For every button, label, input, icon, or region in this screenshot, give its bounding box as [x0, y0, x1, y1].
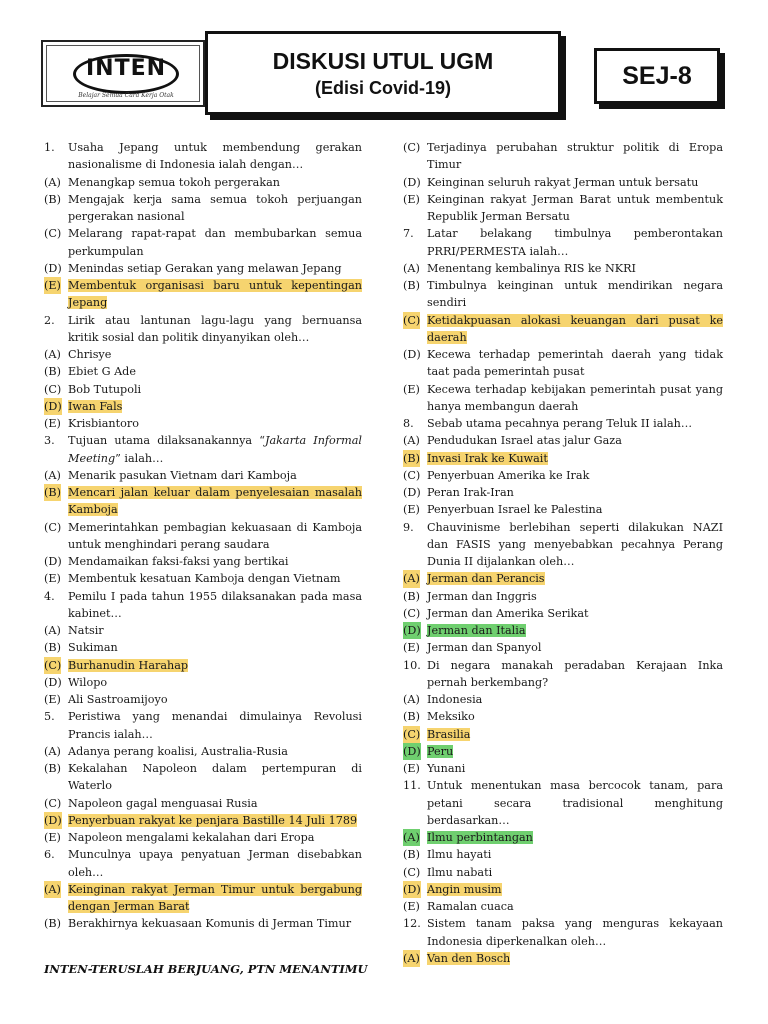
option-label: (E): [44, 831, 61, 844]
options-list: [403, 829, 723, 915]
answer-option: [44, 639, 362, 656]
question-stem-row: [44, 312, 362, 347]
question-stem: Sebab utama pecahnya perang Teluk II ialah…: [427, 417, 693, 430]
answer-option: [44, 277, 362, 312]
question-stem: Lirik atau lantunan lagu-lagu yang bernuansa kritik sosial dan politik dinyanyikan oleh…: [68, 313, 362, 344]
option-label: (A): [403, 950, 420, 967]
answer-option: [403, 484, 723, 501]
option-text: Pendudukan Israel atas jalur Gaza: [427, 434, 622, 448]
answer-option: [403, 277, 723, 312]
answer-option: [403, 501, 723, 518]
option-text: Ilmu hayati: [427, 848, 492, 862]
option-label: (A): [44, 744, 61, 758]
answer-option: [403, 726, 723, 743]
option-text: Iwan Fals: [68, 399, 123, 413]
option-text: Menindas setiap Gerakan yang melawan Jepang: [68, 261, 342, 275]
answer-option: [403, 743, 723, 760]
option-label: (C): [403, 141, 421, 154]
option-text: Invasi Irak ke Kuwait: [427, 451, 548, 465]
question-item: [44, 708, 362, 846]
option-label: (B): [403, 710, 420, 724]
logo-text: INTEN: [85, 56, 167, 81]
question-item: [44, 139, 362, 312]
option-text: Ali Sastroamijoyo: [68, 693, 168, 706]
option-label: (A): [403, 434, 420, 448]
page-subtitle: (Edisi Covid-19): [314, 78, 452, 98]
option-label: (A): [44, 175, 61, 189]
answer-option: [44, 519, 362, 554]
option-text: Penyerbuan Amerika ke Irak: [427, 468, 590, 482]
option-label: (A): [44, 468, 61, 482]
options-list: [44, 174, 362, 312]
option-text: Adanya perang koalisi, Australia-Rusia: [68, 744, 288, 758]
option-text: Menarik pasukan Vietnam dari Kamboja: [68, 468, 297, 482]
options-list: [403, 691, 723, 777]
option-label: (E): [403, 641, 420, 655]
option-label: (E): [403, 762, 420, 775]
subject-code: SEJ-8: [622, 62, 692, 90]
answer-option: [44, 260, 362, 277]
option-text: Natsir: [68, 624, 104, 637]
question-stem-row: [44, 432, 362, 467]
option-text: Yunani: [427, 762, 466, 775]
answer-option: [44, 795, 362, 812]
answer-option: [403, 829, 723, 846]
options-list: [403, 260, 723, 415]
question-number: 4.: [44, 589, 55, 603]
question-number: 1.: [44, 141, 55, 154]
option-text: Ketidakpuasan alokasi keuangan dari pusat ke daerah: [427, 313, 723, 344]
italic-term: Jakarta Informal Meeting: [68, 434, 362, 465]
question-stem: Peristiwa yang menandai dimulainya Revolusi Prancis ialah…: [68, 710, 362, 741]
answer-option: [403, 898, 723, 915]
answer-option: [44, 398, 362, 415]
option-text: Brasilia: [427, 727, 471, 741]
answer-option: [44, 381, 362, 398]
answer-option: [403, 260, 723, 277]
answer-option: [44, 691, 362, 708]
question-stem-row: [44, 588, 362, 623]
subject-code-box: [594, 48, 720, 104]
answer-option: [44, 829, 362, 846]
question-number: 7.: [403, 227, 414, 241]
option-text: Menangkap semua tokoh pergerakan: [68, 175, 280, 189]
option-label: (E): [403, 503, 420, 517]
option-text: Penyerbuan Israel ke Palestina: [427, 503, 603, 517]
option-label: (D): [403, 881, 421, 898]
answer-option: [403, 191, 723, 226]
answer-option: [44, 467, 362, 484]
answer-option: [44, 363, 362, 380]
answer-option: [44, 760, 362, 795]
answer-option: [403, 691, 723, 708]
option-text: Timbulnya keinginan untuk mendirikan negara sendiri: [427, 279, 723, 310]
question-item: [403, 415, 723, 519]
answer-option: [44, 174, 362, 191]
question-stem: Chauvinisme berlebihan seperti dilakukan NAZI dan FASIS yang menyebabkan pecahnya Perang Dunia II dijalankan oleh…: [427, 520, 723, 568]
option-text: Mencari jalan keluar dalam penyelesaian masalah Kamboja: [68, 486, 362, 517]
option-label: (C): [403, 468, 421, 482]
options-list: [403, 950, 723, 967]
option-label: (B): [44, 484, 61, 501]
option-text: Peru: [427, 744, 454, 758]
option-label: (E): [44, 693, 61, 706]
answer-option: [44, 657, 362, 674]
logo: [41, 40, 205, 107]
option-text: Jerman dan Italia: [427, 624, 526, 637]
options-list: [44, 622, 362, 708]
question-stem: Pemilu I pada tahun 1955 dilaksanakan pada masa kabinet…: [68, 589, 362, 620]
option-label: (D): [44, 675, 62, 689]
option-text: Peran Irak-Iran: [427, 486, 514, 499]
option-label: (C): [44, 227, 62, 241]
question-stem-row: [403, 915, 723, 950]
answer-option: [44, 812, 362, 829]
question-number: 8.: [403, 417, 414, 430]
option-label: (C): [403, 865, 421, 879]
answer-option: [44, 346, 362, 363]
question-number: 9.: [403, 520, 414, 534]
option-text: Jerman dan Perancis: [427, 572, 545, 586]
option-text: Jerman dan Spanyol: [427, 641, 542, 655]
question-item: [44, 432, 362, 587]
logo-tagline: Belajar Semua Cara Kerja Otak: [78, 92, 174, 99]
option-label: (D): [403, 622, 421, 639]
answer-option: [403, 622, 723, 639]
answer-option: [403, 760, 723, 777]
option-text: Jerman dan Inggris: [427, 589, 537, 603]
option-label: (C): [44, 796, 62, 810]
answer-option: [403, 174, 723, 191]
option-text: Bob Tutupoli: [68, 382, 142, 396]
option-label: (C): [403, 312, 420, 329]
option-label: (D): [403, 486, 421, 499]
answer-option: [403, 570, 723, 587]
option-text: Berakhirnya kekuasaan Komunis di Jerman Timur: [68, 917, 352, 931]
answer-option: [403, 846, 723, 863]
option-text: Membentuk organisasi baru untuk kepentingan Jepang: [68, 279, 362, 310]
option-label: (C): [44, 520, 62, 534]
right-column: [403, 139, 723, 967]
option-text: Ramalan cuaca: [427, 900, 514, 913]
answer-option: [44, 225, 362, 260]
option-text: Mengajak kerja sama semua tokoh perjuangan pergerakan nasional: [68, 192, 362, 223]
question-stem-row: [403, 657, 723, 692]
option-text: Napoleon gagal menguasai Rusia: [68, 796, 258, 810]
answer-option: [44, 415, 362, 432]
continued-options: [403, 139, 723, 225]
option-label: (E): [44, 572, 61, 586]
option-label: (B): [403, 450, 420, 467]
option-label: (E): [403, 192, 420, 206]
answer-option: [44, 191, 362, 226]
option-label: (E): [403, 382, 420, 396]
answer-option: [44, 553, 362, 570]
answer-option: [44, 915, 362, 932]
answer-option: [44, 484, 362, 519]
answer-option: [403, 432, 723, 449]
answer-option: [403, 881, 723, 898]
question-stem: Sistem tanam paksa yang menguras kekayaan Indonesia diperkenalkan oleh…: [427, 917, 723, 948]
option-text: Kecewa terhadap kebijakan pemerintah pusat yang hanya membangun daerah: [427, 382, 723, 413]
option-label: (E): [403, 900, 420, 913]
answer-option: [403, 139, 723, 174]
option-text: Terjadinya perubahan struktur politik di Eropa Timur: [427, 141, 723, 172]
question-number: 12.: [403, 917, 421, 931]
option-text: Indonesia: [427, 693, 483, 706]
option-label: (C): [403, 726, 420, 743]
option-label: (E): [44, 277, 61, 294]
answer-option: [403, 346, 723, 381]
option-label: (B): [403, 848, 420, 862]
option-label: (D): [403, 175, 421, 189]
footer-slogan: INTEN-TERUSLAH BERJUANG, PTN MENANTIMU: [44, 962, 368, 976]
option-label: (B): [44, 641, 61, 655]
question-stem-row: [403, 225, 723, 260]
question-stem-row: [403, 415, 723, 432]
question-stem: Munculnya upaya penyatuan Jerman disebabkan oleh…: [68, 848, 362, 879]
option-label: (A): [403, 261, 420, 275]
option-text: Krisbiantoro: [68, 417, 139, 430]
options-list: [44, 881, 362, 933]
answer-option: [403, 605, 723, 622]
option-text: Ebiet G Ade: [68, 365, 136, 379]
option-label: (D): [44, 812, 62, 829]
option-label: (C): [403, 606, 421, 620]
question-item: [403, 519, 723, 657]
option-label: (D): [44, 261, 62, 275]
question-item: [403, 225, 723, 415]
question-stem-row: [403, 777, 723, 829]
option-text: Meksiko: [427, 710, 475, 724]
title-box: [205, 31, 561, 115]
option-text: Napoleon mengalami kekalahan dari Eropa: [68, 831, 315, 844]
options-list: [44, 743, 362, 847]
answer-option: [403, 381, 723, 416]
answer-option: [44, 743, 362, 760]
option-label: (D): [403, 348, 421, 361]
answer-option: [44, 674, 362, 691]
option-label: (C): [44, 382, 62, 396]
option-label: (B): [403, 279, 420, 292]
option-label: (C): [44, 657, 61, 674]
logo-frame: [46, 45, 200, 102]
answer-option: [403, 588, 723, 605]
option-label: (A): [403, 829, 420, 846]
question-item: [44, 312, 362, 433]
option-label: (B): [44, 365, 61, 379]
page-title: DISKUSI UTUL UGM: [272, 48, 494, 74]
option-label: (B): [44, 762, 61, 775]
option-text: Kecewa terhadap pemerintah daerah yang tidak taat pada pemerintah pusat: [427, 348, 723, 379]
option-text: Chrisye: [68, 348, 112, 361]
option-label: (B): [44, 192, 61, 206]
question-stem-row: [403, 519, 723, 571]
options-list: [44, 346, 362, 432]
option-label: (E): [44, 417, 61, 430]
option-label: (A): [44, 624, 61, 637]
question-stem: Di negara manakah peradaban Kerajaan Inka pernah berkembang?: [427, 658, 723, 689]
answer-option: [403, 312, 723, 347]
option-label: (A): [44, 348, 61, 361]
options-list: [44, 467, 362, 588]
question-stem: Untuk menentukan masa bercocok tanam, para petani secara tradisional menghitung berdasarkan…: [427, 779, 723, 827]
option-text: Memerintahkan pembagian kekuasaan di Kamboja untuk menghindari perang saudara: [68, 520, 362, 551]
option-text: Wilopo: [68, 675, 108, 689]
question-stem-row: [44, 708, 362, 743]
question-stem: Latar belakang timbulnya pemberontakan PRRI/PERMESTA ialah…: [427, 227, 723, 258]
question-stem: Tujuan utama dilaksanakannya “Jakarta Informal Meeting” ialah…: [68, 434, 362, 465]
question-item: [403, 915, 723, 967]
question-number: 10.: [403, 658, 421, 672]
option-text: Jerman dan Amerika Serikat: [427, 606, 589, 620]
question-item: [44, 846, 362, 932]
option-text: Melarang rapat-rapat dan membubarkan semua perkumpulan: [68, 227, 362, 258]
question-item: [44, 588, 362, 709]
option-label: (D): [403, 743, 421, 760]
option-label: (B): [44, 917, 61, 931]
answer-option: [403, 450, 723, 467]
answer-option: [403, 950, 723, 967]
question-item: [403, 657, 723, 778]
options-list: [403, 570, 723, 656]
option-text: Burhanudin Harahap: [68, 658, 189, 672]
option-text: Penyerbuan rakyat ke penjara Bastille 14 Juli 1789: [68, 813, 358, 827]
answer-option: [44, 881, 362, 916]
answer-option: [403, 639, 723, 656]
question-stem-row: [44, 846, 362, 881]
answer-option: [44, 570, 362, 587]
answer-option: [403, 864, 723, 881]
option-text: Sukiman: [68, 641, 118, 655]
left-column: [44, 139, 362, 933]
option-text: Membentuk kesatuan Kamboja dengan Vietnam: [68, 572, 341, 586]
question-number: 5.: [44, 710, 55, 724]
question-item: [403, 777, 723, 915]
question-stem-row: [44, 139, 362, 174]
options-list: [403, 432, 723, 518]
option-label: (A): [44, 881, 61, 898]
option-label: (D): [44, 398, 62, 415]
option-text: Kekalahan Napoleon dalam pertempuran di Waterlo: [68, 762, 362, 793]
option-text: Van den Bosch: [427, 951, 511, 965]
question-number: 11.: [403, 779, 421, 793]
answer-option: [44, 622, 362, 639]
question-number: 6.: [44, 848, 55, 862]
option-text: Keinginan rakyat Jerman Timur untuk bergabung dengan Jerman Barat: [68, 882, 362, 913]
option-text: Menentang kembalinya RIS ke NKRI: [427, 261, 636, 275]
answer-option: [403, 467, 723, 484]
option-text: Angin musim: [427, 882, 502, 896]
question-stem: Usaha Jepang untuk membendung gerakan nasionalisme di Indonesia ialah dengan…: [68, 141, 362, 172]
option-label: (A): [403, 693, 420, 706]
option-text: Ilmu nabati: [427, 865, 493, 879]
option-text: Keinginan seluruh rakyat Jerman untuk bersatu: [427, 175, 699, 189]
question-number: 3.: [44, 434, 55, 448]
option-text: Ilmu perbintangan: [427, 831, 533, 844]
question-number: 2.: [44, 313, 55, 327]
option-label: (D): [44, 555, 62, 568]
option-text: Mendamaikan faksi-faksi yang bertikai: [68, 555, 289, 568]
option-label: (B): [403, 589, 420, 603]
option-text: Keinginan rakyat Jerman Barat untuk membentuk Republik Jerman Bersatu: [427, 192, 723, 223]
option-label: (A): [403, 570, 420, 587]
answer-option: [403, 708, 723, 725]
